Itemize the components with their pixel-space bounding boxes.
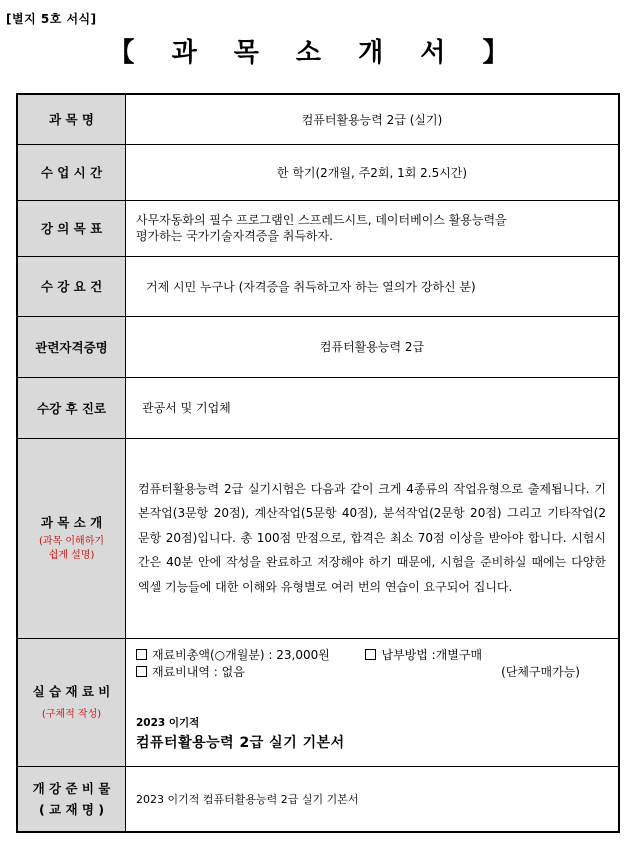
row-intro	[17, 438, 619, 638]
requirement-header	[17, 256, 126, 316]
intro-label: 과 목 소 개	[40, 515, 103, 530]
materials-line-2	[136, 664, 608, 681]
class-hours-header	[17, 144, 126, 200]
row-goal	[17, 200, 619, 256]
row-requirement	[17, 256, 619, 316]
checkbox-icon	[136, 666, 147, 677]
materials-header	[17, 638, 126, 766]
row-career	[17, 377, 619, 438]
materials-label: 실 습 재 료 비	[32, 684, 111, 699]
intro-note	[18, 535, 125, 563]
class-hours-label: 수 업 시 간	[40, 165, 103, 180]
materials-value	[126, 638, 620, 766]
checkbox-icon	[365, 649, 376, 660]
form-number-label: [별지 5호 서식]	[6, 12, 97, 26]
subject-name-header	[17, 94, 126, 144]
textbook-label-1: 개 강 준 비 물	[32, 780, 111, 796]
checkbox-icon	[136, 649, 147, 660]
requirement-value: 거제 시민 누구나 (자격증을 취득하고자 하는 열의가 강하신 분)	[126, 256, 620, 316]
intro-note-line-2: 쉽게 설명)	[48, 550, 95, 561]
book-year: 2023 이기적	[136, 716, 200, 729]
goal-line-2: 평가하는 국가기술자격증을 취득하자.	[136, 229, 333, 243]
career-header	[17, 377, 126, 438]
row-certificate	[17, 316, 619, 377]
intro-value: 컴퓨터활용능력 2급 실기시험은 다음과 같이 크게 4종류의 작업유형으로 출제됩니다. 기본작업(3문항 20점), 계산작업(5문항 40점), 분석작업(2문항 20점) 그리고 기타작업(2문항 20점)입니다. 총 100점 만점으로, 합격은 최소 70점 이상을 받아야 합니다. 시험시간은 40분 안에 작성을 완료하고 저장해야 하기 때문에, 시험을 준비하실 때에는 다양한 엑셀 기능들에 대한 이해와 유형별로 여러 번의 연습이 요구되어 집니다.	[126, 438, 620, 638]
row-subject-name	[17, 94, 619, 144]
career-value: 관공서 및 기업체	[126, 377, 620, 438]
materials-payment-note: (단체구매가능)	[501, 664, 580, 679]
class-hours-value: 한 학기(2개월, 주2회, 1회 2.5시간)	[126, 144, 620, 200]
materials-detail: 재료비내역 : 없음	[152, 664, 245, 679]
certificate-value: 컴퓨터활용능력 2급	[126, 316, 620, 377]
career-label: 수강 후 진로	[36, 400, 107, 416]
subject-intro-table	[16, 93, 620, 833]
materials-line-1	[136, 647, 608, 664]
certificate-label: 관련자격증명	[35, 339, 108, 355]
goal-line-1: 사무자동화의 필수 프로그램인 스프레드시트, 데이터베이스 활용능력을	[136, 213, 507, 227]
goal-value	[126, 200, 620, 256]
textbook-label-2: ( 교 재 명 )	[38, 801, 105, 817]
materials-note: (구체적 작성)	[41, 709, 102, 720]
intro-note-line-1: (과목 이해하기	[38, 536, 105, 547]
goal-label: 강 의 목 표	[40, 221, 103, 236]
materials-payment: 납부방법 :개별구매	[381, 647, 483, 662]
book-title: 컴퓨터활용능력 2급 실기 기본서	[136, 734, 345, 751]
requirement-label: 수 강 요 건	[40, 279, 103, 294]
subject-name-label: 과 목 명	[49, 112, 94, 128]
row-class-hours	[17, 144, 619, 200]
intro-header	[17, 438, 126, 638]
row-materials	[17, 638, 619, 766]
certificate-header	[17, 316, 126, 377]
textbook-value: 2023 이기적 컴퓨터활용능력 2급 실기 기본서	[126, 766, 620, 832]
materials-total: 재료비총액(○개월분) : 23,000원	[152, 647, 330, 662]
textbook-header	[17, 766, 126, 832]
page-title: 【 과 목 소 개 서 】	[108, 38, 523, 68]
subject-name-value: 컴퓨터활용능력 2급 (실기)	[126, 94, 620, 144]
goal-header	[17, 200, 126, 256]
row-textbook	[17, 766, 619, 832]
